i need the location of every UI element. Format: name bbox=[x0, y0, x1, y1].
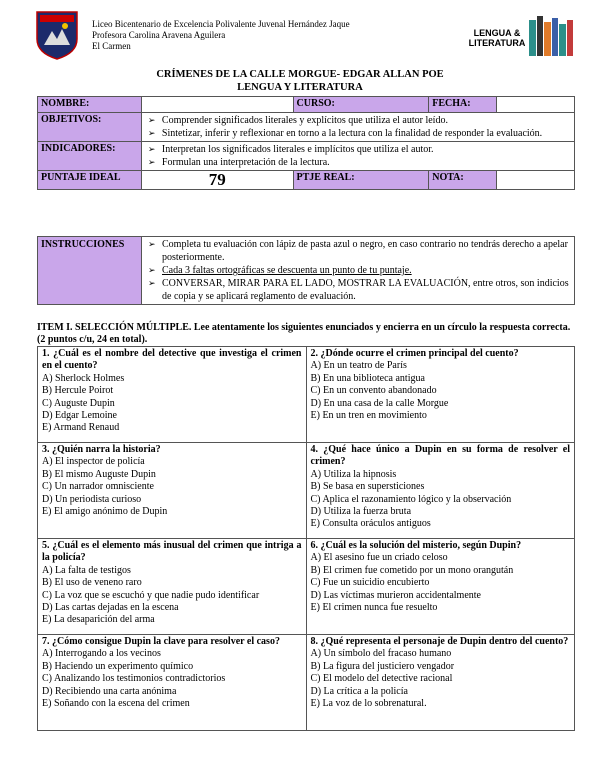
answer-option[interactable]: D) Edgar Lemoine bbox=[42, 410, 117, 422]
answer-option[interactable]: D) La crítica a la policía bbox=[310, 685, 408, 697]
subject-logo-line1: LENGUA & bbox=[473, 28, 521, 38]
answer-option[interactable]: C) Analizando los testimonios contradictorios bbox=[42, 673, 226, 685]
title-line1: CRÍMENES DE LA CALLE MORGUE- EDGAR ALLAN POE bbox=[156, 69, 444, 80]
question-cell bbox=[306, 443, 575, 539]
student-info-table bbox=[37, 96, 575, 190]
answer-option[interactable]: A) En un teatro de París bbox=[310, 360, 407, 372]
answer-option[interactable]: A) Utiliza la hipnosis bbox=[310, 468, 397, 480]
puntaje-ideal-value: 79 bbox=[141, 171, 293, 190]
objetivos-label: OBJETIVOS: bbox=[38, 113, 142, 142]
instruccion-item: ➢ CONVERSAR, MIRAR PARA EL LADO, MOSTRAR LA EVALUACIÓN, entre otros, son indicios de copia y se aplicará reglamento de evaluación. bbox=[148, 277, 571, 303]
question-cell bbox=[38, 635, 307, 731]
answer-option[interactable]: D) Las cartas dejadas en la escena bbox=[42, 602, 179, 614]
objetivo-item: ➢ Sintetizar, inferir y reflexionar en torno a la lectura con la finalidad de responder la evaluación. bbox=[148, 127, 571, 140]
answer-option[interactable]: C) Fue un suicidio encubierto bbox=[310, 577, 430, 589]
question-text: 4. ¿Qué hace único a Dupin en su forma de resolver el crimen? bbox=[310, 444, 570, 468]
answer-option[interactable]: C) El modelo del detective racional bbox=[310, 673, 453, 685]
answer-option[interactable]: E) El crimen nunca fue resuelto bbox=[310, 602, 438, 614]
answer-option[interactable]: E) Armand Renaud bbox=[42, 422, 120, 434]
answer-option[interactable]: C) Aplica el razonamiento lógico y la observación bbox=[310, 493, 512, 505]
puntaje-ideal-label: PUNTAJE IDEAL bbox=[38, 171, 142, 190]
answer-option[interactable]: B) Hercule Poirot bbox=[42, 385, 114, 397]
indicadores-cell bbox=[141, 142, 574, 171]
answer-option[interactable]: C) En un convento abandonado bbox=[310, 385, 437, 397]
books-icon bbox=[521, 14, 575, 56]
answer-option[interactable]: D) Un periodista curioso bbox=[42, 493, 142, 505]
indicador-item: ➢ Interpretan los significados literales e implícitos que utiliza el autor. bbox=[148, 143, 571, 156]
location: El Carmen bbox=[92, 41, 131, 51]
questions-table bbox=[37, 346, 575, 731]
indicador-item: ➢ Formulan una interpretación de la lectura. bbox=[148, 156, 571, 169]
indicadores-label: INDICADORES: bbox=[38, 142, 142, 171]
answer-option[interactable]: E) La voz de lo sobrenatural. bbox=[310, 698, 427, 710]
answer-option[interactable]: A) Interrogando a los vecinos bbox=[42, 648, 161, 660]
answer-option[interactable]: A) Un símbolo del fracaso humano bbox=[310, 648, 452, 660]
answer-option[interactable]: B) La figura del justiciero vengador bbox=[310, 660, 455, 672]
answer-option[interactable]: B) En una biblioteca antigua bbox=[310, 372, 425, 384]
nota-label: NOTA: bbox=[429, 171, 497, 190]
answer-option[interactable]: A) El asesino fue un criado celoso bbox=[310, 552, 448, 564]
answer-option[interactable]: C) Auguste Dupin bbox=[42, 397, 115, 409]
question-text: 3. ¿Quién narra la historia? bbox=[42, 444, 161, 455]
subject-logo-line2: LITERATURA bbox=[468, 38, 526, 48]
answer-option[interactable]: E) La desaparición del arma bbox=[42, 614, 155, 626]
objetivo-item: ➢ Comprender significados literales y explícitos que utiliza el autor leído. bbox=[148, 114, 571, 127]
header-text bbox=[92, 19, 350, 52]
nombre-field[interactable] bbox=[141, 97, 293, 113]
question-text: 5. ¿Cuál es el elemento más inusual del crimen que intriga a la policía? bbox=[42, 540, 302, 564]
question-cell bbox=[38, 347, 307, 443]
answer-option[interactable]: C) Un narrador omnisciente bbox=[42, 481, 154, 493]
answer-option[interactable]: A) Sherlock Holmes bbox=[42, 372, 125, 384]
answer-option[interactable]: D) Recibiendo una carta anónima bbox=[42, 685, 177, 697]
question-text: 2. ¿Dónde ocurre el crimen principal del cuento? bbox=[310, 348, 519, 359]
question-row bbox=[38, 539, 575, 635]
curso-label: CURSO: bbox=[293, 97, 429, 113]
question-row bbox=[38, 347, 575, 443]
question-cell bbox=[306, 539, 575, 635]
question-text: 1. ¿Cuál es el nombre del detective que investiga el crimen en el cuento? bbox=[42, 348, 302, 372]
answer-option[interactable]: D) Las víctimas murieron accidentalmente bbox=[310, 589, 481, 601]
question-cell bbox=[38, 443, 307, 539]
answer-option[interactable]: B) El uso de veneno raro bbox=[42, 577, 142, 589]
question-cell bbox=[38, 539, 307, 635]
answer-option[interactable]: E) Consulta oráculos antiguos bbox=[310, 518, 431, 530]
answer-option[interactable]: B) Se basa en supersticiones bbox=[310, 481, 425, 493]
answer-option[interactable]: B) Haciendo un experimento químico bbox=[42, 660, 194, 672]
item-i-title: ITEM I. SELECCIÓN MÚLTIPLE. Lee atentamente los siguientes enunciados y encierra en un círculo la respuesta correcta. (2 puntos c/u, 24 en total). bbox=[37, 322, 571, 345]
title-line2: LENGUA Y LITERATURA bbox=[237, 82, 363, 93]
answer-option[interactable]: B) El crimen fue cometido por un mono orangután bbox=[310, 564, 514, 576]
question-cell bbox=[306, 347, 575, 443]
question-cell bbox=[306, 635, 575, 731]
objetivos-cell bbox=[141, 113, 574, 142]
nombre-label: NOMBRE: bbox=[38, 97, 142, 113]
nota-field[interactable] bbox=[497, 171, 575, 190]
answer-option[interactable]: A) El inspector de policía bbox=[42, 456, 145, 468]
instructions-table bbox=[37, 236, 575, 305]
answer-option[interactable]: D) En una casa de la calle Morgue bbox=[310, 397, 449, 409]
answer-option[interactable]: D) Utiliza la fuerza bruta bbox=[310, 506, 412, 518]
document-title bbox=[0, 68, 600, 94]
ptje-real-label: PTJE REAL: bbox=[293, 171, 429, 190]
fecha-label: FECHA: bbox=[429, 97, 497, 113]
answer-option[interactable]: C) La voz que se escuchó y que nadie pudo identificar bbox=[42, 589, 260, 601]
question-text: 7. ¿Cómo consigue Dupin la clave para resolver el caso? bbox=[42, 636, 280, 647]
instruccion-item: ➢ Completa tu evaluación con lápiz de pasta azul o negro, en caso contrario no tendrás derecho a apelar posteriormente. bbox=[148, 238, 571, 264]
instrucciones-cell bbox=[142, 237, 575, 305]
question-row bbox=[38, 443, 575, 539]
answer-option[interactable]: E) Soñando con la escena del crimen bbox=[42, 698, 190, 710]
question-text: 8. ¿Qué representa el personaje de Dupin dentro del cuento? bbox=[310, 636, 569, 647]
fecha-field[interactable] bbox=[497, 97, 575, 113]
subject-logo bbox=[463, 14, 575, 56]
teacher-name: Profesora Carolina Aravena Aguilera bbox=[92, 30, 226, 40]
answer-option[interactable]: B) El mismo Auguste Dupin bbox=[42, 468, 156, 480]
answer-option[interactable]: E) El amigo anónimo de Dupin bbox=[42, 506, 168, 518]
school-name: Liceo Bicentenario de Excelencia Polivalente Juvenal Hernández Jaque bbox=[92, 19, 350, 29]
instrucciones-label: INSTRUCCIONES bbox=[38, 237, 142, 305]
instruccion-item: ➢ Cada 3 faltas ortográficas se descuenta un punto de tu puntaje. bbox=[148, 264, 571, 277]
answer-option[interactable]: E) En un tren en movimiento bbox=[310, 410, 427, 422]
question-row bbox=[38, 635, 575, 731]
answer-option[interactable]: A) La falta de testigos bbox=[42, 564, 131, 576]
school-crest-logo bbox=[34, 9, 80, 61]
question-text: 6. ¿Cuál es la solución del misterio, según Dupin? bbox=[310, 540, 522, 551]
